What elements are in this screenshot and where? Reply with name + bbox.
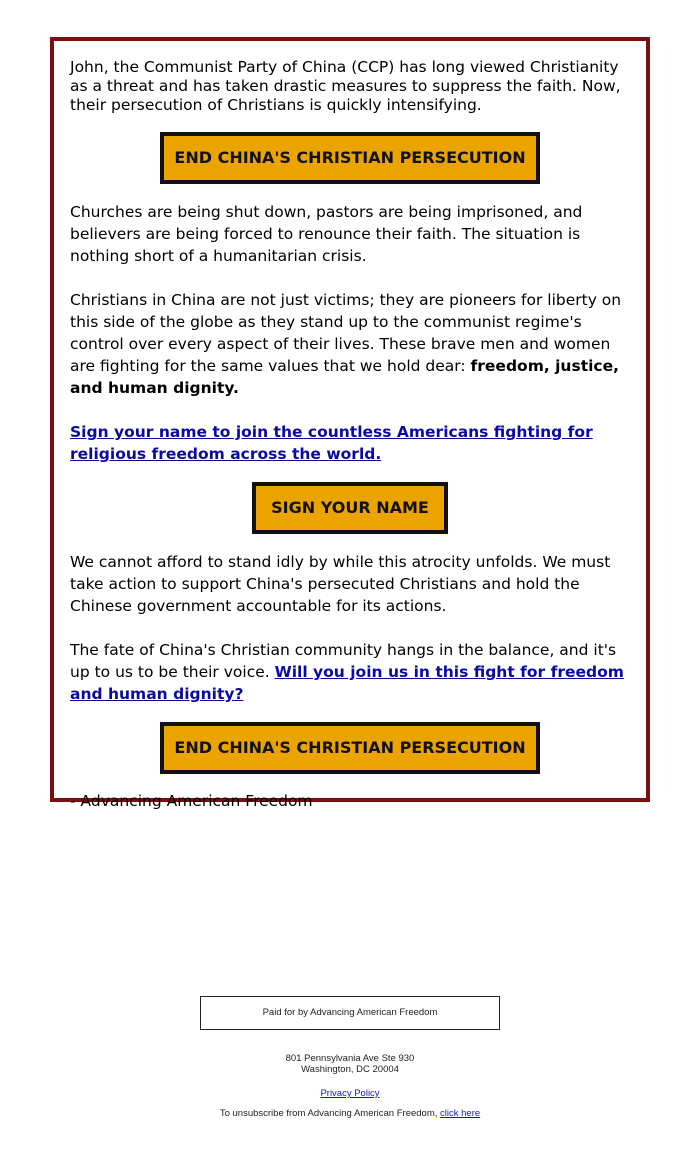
join-fight-link[interactable]: Will you join us in this fight for freedom and human dignity? bbox=[70, 663, 624, 703]
fate-text: The fate of China's Christian community hangs in the balance, and it's up to us to be their voice. bbox=[70, 641, 617, 681]
paid-for-box bbox=[200, 996, 500, 1030]
unsubscribe-row bbox=[0, 1108, 700, 1119]
address bbox=[0, 1053, 700, 1075]
end-persecution-button-top[interactable]: END CHINA'S CHRISTIAN PERSECUTION bbox=[160, 132, 540, 184]
fate-paragraph bbox=[70, 639, 630, 705]
sign-name-link[interactable]: Sign your name to join the countless Americans fighting for religious freedom across the world. bbox=[70, 423, 593, 463]
sign-your-name-button[interactable]: SIGN YOUR NAME bbox=[252, 482, 448, 534]
values-bold-text: freedom, justice, and human dignity. bbox=[70, 357, 620, 397]
paid-for-text: Paid for by Advancing American Freedom bbox=[262, 1007, 438, 1018]
privacy-policy-link[interactable]: Privacy Policy bbox=[320, 1088, 380, 1099]
cta-container-top bbox=[70, 132, 630, 184]
cta-container-bottom bbox=[70, 722, 630, 774]
sign-link-paragraph bbox=[70, 421, 630, 465]
signature: - Advancing American Freedom bbox=[70, 792, 313, 810]
cta-container-middle bbox=[70, 482, 630, 534]
pioneers-text: Christians in China are not just victims; they are pioneers for liberty on this side of the globe as they stand up to the communist regime's control over every aspect of their lives. These brave men and women are fighting for the same values that we hold dear: bbox=[70, 291, 622, 375]
address-line-1: 801 Pennsylvania Ave Ste 930 bbox=[285, 1053, 415, 1064]
address-line-2: Washington, DC 20004 bbox=[301, 1064, 399, 1075]
unsubscribe-link[interactable]: click here bbox=[440, 1108, 481, 1119]
unsubscribe-text: To unsubscribe from Advancing American Freedom, bbox=[219, 1108, 438, 1119]
atrocity-paragraph: We cannot afford to stand idly by while this atrocity unfolds. We must take action to support China's persecuted Christians and hold the Chinese government accountable for its actions. bbox=[70, 553, 611, 615]
footer bbox=[0, 996, 700, 1119]
privacy-row bbox=[0, 1088, 700, 1099]
email-content-box bbox=[50, 37, 650, 810]
churches-paragraph: Churches are being shut down, pastors are being imprisoned, and believers are being forced to renounce their faith. The situation is nothing short of a humanitarian crisis. bbox=[70, 203, 583, 265]
end-persecution-button-bottom[interactable]: END CHINA'S CHRISTIAN PERSECUTION bbox=[160, 722, 540, 774]
pioneers-paragraph bbox=[70, 289, 630, 399]
intro-paragraph: John, the Communist Party of China (CCP) has long viewed Christianity as a threat and has taken drastic measures to suppress the faith. Now, their persecution of Christians is quickly intensifying. bbox=[70, 58, 621, 114]
